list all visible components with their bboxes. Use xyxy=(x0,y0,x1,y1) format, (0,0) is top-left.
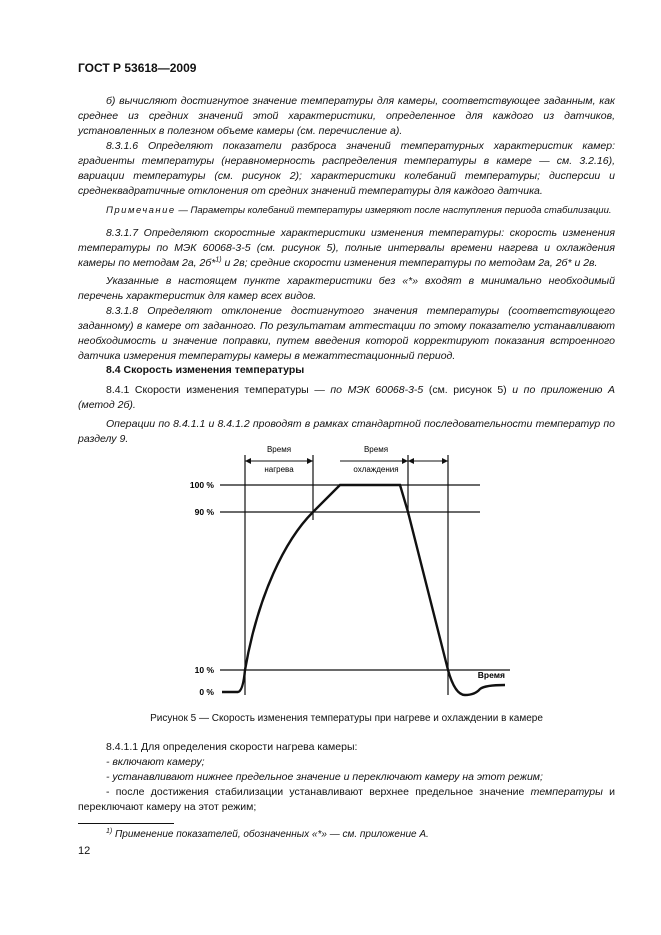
y-label-0: 0 % xyxy=(199,687,214,697)
paragraph-minimal-list: Указанные в настоящем пункте характеристики без «*» входят в минимально необходимый перечень характеристик для камер всех видов. xyxy=(78,275,615,302)
arrow-head-right-2 xyxy=(442,458,448,464)
list-item-3-b: температуры xyxy=(530,786,603,798)
page-number: 12 xyxy=(78,845,91,857)
paragraph-8-4-1-1: 8.4.1.1 Для определения скорости нагрева камеры: xyxy=(106,741,358,753)
arrow-head-left-2 xyxy=(408,458,414,464)
paragraph-8-3-1-7 xyxy=(78,226,615,271)
arrow-head-left xyxy=(245,458,251,464)
text-block-2 xyxy=(78,363,615,447)
text-block-3 xyxy=(78,740,615,815)
paragraph-8-3-1-6: 8.3.1.6 Определяют показатели разброса значений температурных характеристик камер: градиенты температуры (неравномерность распределения температуры в камере — см. 3.2.16), вариации температуры (см. рисунок 2); характеристики колебаний температуры; дисперсии и среднеквадратичные отклонения от средних значений температуры для каждого датчика. xyxy=(78,140,615,197)
text-block-1 xyxy=(78,94,615,364)
label-heat-line1: Время xyxy=(266,445,292,454)
paragraph-8-3-1-8: 8.3.1.8 Определяют отклонение достигнутого значения температуры (соответствующего заданному) в камере от заданного. По результатам аттестации по этому показателю устанавливают необходимость и значение поправки, путем введения которой корректируют показания встроенного датчика измерения температуры камеры в межаттестационный период. xyxy=(78,305,615,362)
note-label: Примечание xyxy=(106,205,176,216)
note-text: — Параметры колебаний температуры измеряют после наступления периода стабилизации. xyxy=(175,205,612,216)
footnote-text: Применение показателей, обозначенных «*» — см. приложение А. xyxy=(115,829,429,840)
p-8-4-1-a: 8.4.1 Скорости изменения температуры xyxy=(106,384,315,396)
paragraph-operations: Операции по 8.4.1.1 и 8.4.1.2 проводят в рамках стандартной последовательности температур по разделу 9. xyxy=(78,418,615,445)
label-cool-line1: Время xyxy=(363,445,389,454)
label-cool-line2: охлаждения xyxy=(353,465,399,474)
list-item-2: - устанавливают нижнее предельное значение и переключают камеру на этот режим; xyxy=(106,771,543,783)
arrow-head-in xyxy=(402,458,408,464)
p-8-4-1-c: (см. рисунок 5) xyxy=(423,384,513,396)
y-label-90: 90 % xyxy=(194,507,214,517)
figure-temperature-curve xyxy=(180,445,520,705)
footnote-number: 1) xyxy=(106,827,113,835)
p-8-3-1-7-part1: 8.3.1.7 Определяют скоростные характеристики изменения температуры: скорость изменения температуры по МЭК 60068-3-5 (см. рисунок 5), полные интервалы времени нагрева и охлаждения камеры по методам 2а, 2б* xyxy=(78,227,615,269)
list-item-3-a: - после достижения стабилизации устанавливают верхнее предельное значение xyxy=(106,786,531,798)
label-heat-line2: нагрева xyxy=(264,465,294,474)
p-8-3-1-7-part2: и 2в; средние скорости изменения температуры по методам 2а, 2б* и 2в. xyxy=(221,257,598,269)
p-8-4-1-b: — по МЭК 60068-3-5 xyxy=(314,384,424,396)
document-header: ГОСТ Р 53618—2009 xyxy=(78,61,197,75)
paragraph-8-4-1 xyxy=(78,383,615,413)
y-label-100: 100 % xyxy=(189,480,214,490)
footnote-ref: 1) xyxy=(215,256,222,264)
list-item-3-c: и переключают камеру на этот режим; xyxy=(78,786,615,813)
y-label-10: 10 % xyxy=(194,665,214,675)
paragraph-b: б) вычисляют достигнутое значение температуры для камеры, соответствующее заданным, как среднее из средних значений этой характеристики, определенное для каждого из датчиков, установленных в полезном объеме камеры (см. перечисление а). xyxy=(78,95,615,137)
p-8-4-1-d: и по приложению А (метод 2б). xyxy=(78,384,616,411)
x-axis-label: Время xyxy=(477,670,505,680)
section-title: 8.4 Скорость изменения температуры xyxy=(106,364,305,376)
footnote-rule xyxy=(78,823,174,824)
list-item-1: - включают камеру; xyxy=(106,756,205,768)
note xyxy=(78,203,615,218)
figure-caption: Рисунок 5 — Скорость изменения температуры при нагреве и охлаждении в камере xyxy=(150,713,543,724)
temperature-curve xyxy=(222,485,505,695)
footnote xyxy=(78,829,615,840)
arrow-head-right xyxy=(307,458,313,464)
list-item-3 xyxy=(78,785,615,815)
